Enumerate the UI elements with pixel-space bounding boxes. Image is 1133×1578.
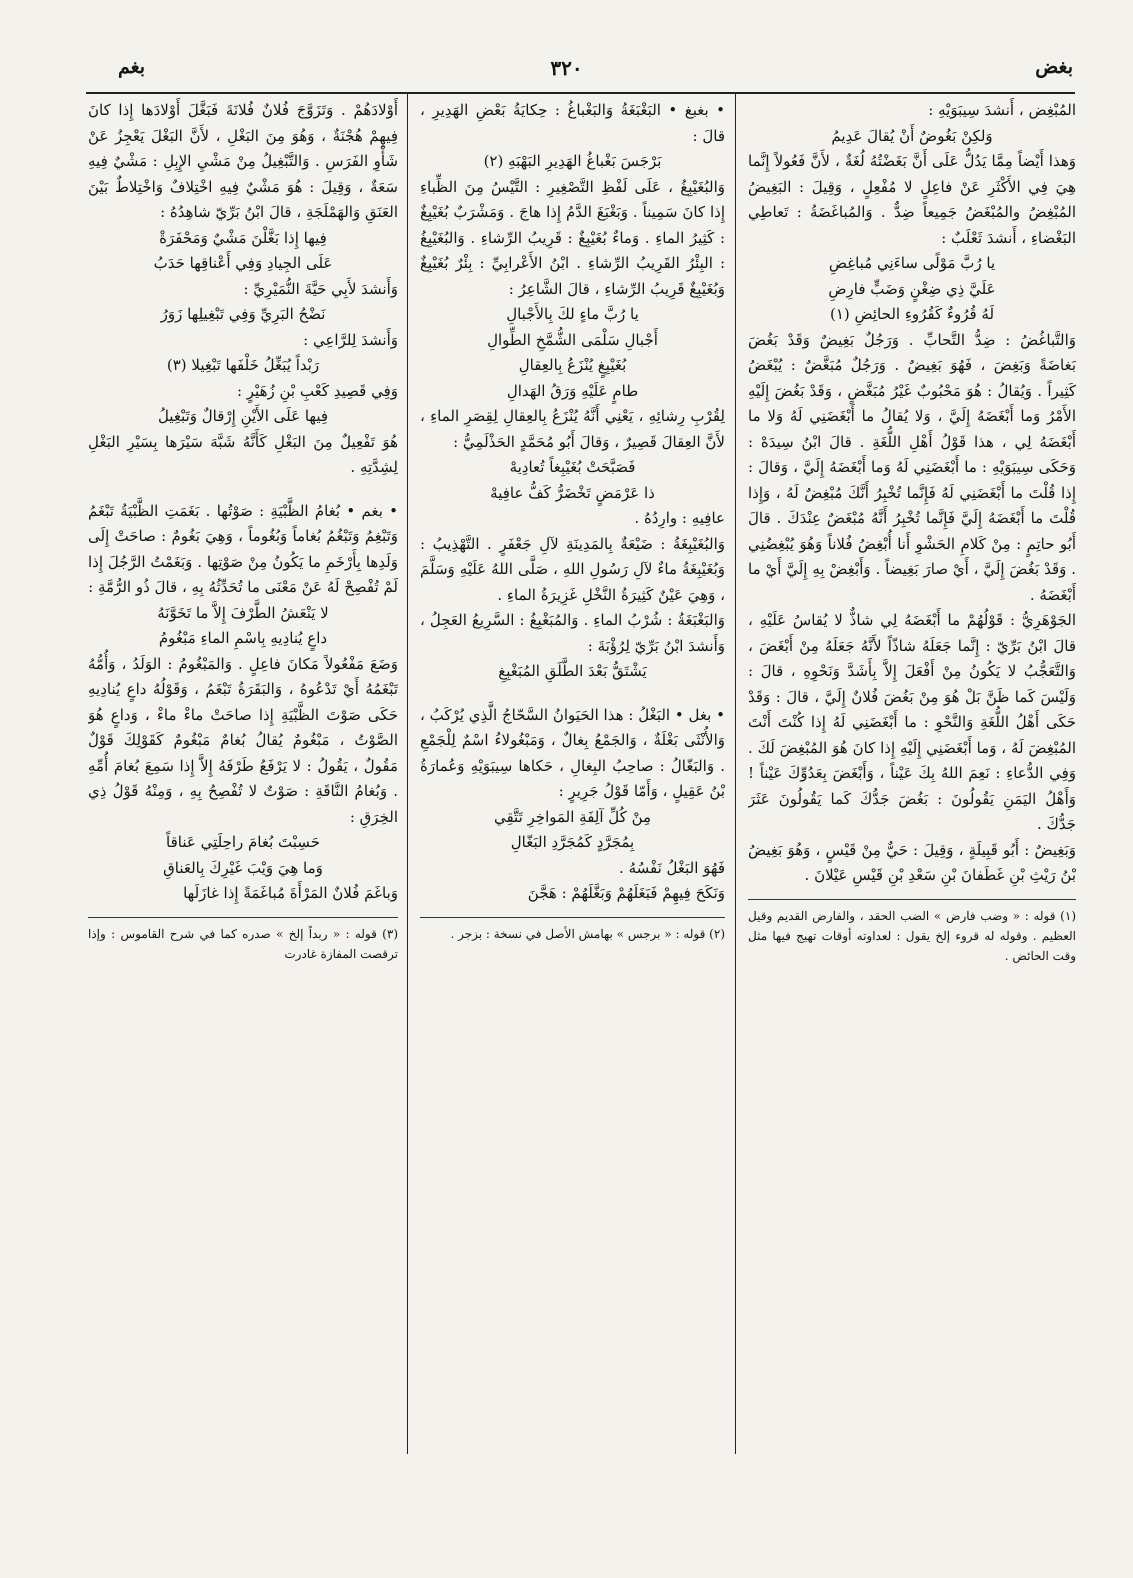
guide-word-left: بغم xyxy=(118,56,146,78)
verse-line: فِيها عَلَى الأَيْنِ إِرْقالٌ وَتَبْغِيلُ xyxy=(157,407,329,425)
header-rule xyxy=(86,92,1075,94)
verse-line: بِمُجَرَّدٍ كَمُجَرَّدِ البَغّالِ xyxy=(510,833,635,851)
verse-line: لا يَنْعَشُ الطَّرْفَ إِلاَّ ما تَخَوَّنَهُ xyxy=(157,603,329,622)
verse-line: بَرْجَسَ بَغْباغُ الهَدِيرِ البَهْبَهِ (٢) xyxy=(483,152,662,170)
verse-line: حَسِبْتَ بُغامَ راحِلَتِي عَناقاً xyxy=(166,833,320,851)
entry-gap xyxy=(420,685,725,703)
footnote: (٢) قوله : « برجس » بهامش الأصل في نسخة : بزجر . xyxy=(450,926,725,941)
page-number: ٣٢٠ xyxy=(550,56,583,80)
column-left xyxy=(88,98,398,1448)
paragraph: وَأَنشدَ لِلرَّاعِي : xyxy=(303,330,398,349)
paragraph: • بغبغ • البَغْبَغَةُ وَالبَغْباغُ : حِكايَةُ بَعْضِ الهَدِيرِ ، قالَ : xyxy=(420,101,725,145)
paragraph: المُبْغِض ، أَنشدَ سِيبَوَيْهِ : xyxy=(928,101,1076,119)
verse-line: فَصَبَّحَتْ بُغَيْبِغاً تُعادِيهْ xyxy=(509,458,636,476)
paragraph: • بغم • بُغامُ الظَّبْيَةِ : صَوْتُها . بَغَمَتِ الظَّبْيَةُ تَبْغَمُ وَتَبْغِمُ وَتَبْغُمُ بُغاماً وَبُغُوماً ، وَهِيَ بَغُومٌ : صاحَتْ إِلَى وَلَدِها بِأَرْخَمِ ما يَكُونُ مِنْ صَوْتِها . وَبَغَمْتُ الرَّجُلَ إِذا لَمْ تُفْصِحْ لَهُ عَنْ مَعْنَى ما تُحَدِّثُهُ بِهِ ، قالَ ذُو الرُّمَّةِ : xyxy=(88,501,398,596)
paragraph: الجَوْهَرِيُّ : قَوْلُهُمْ ما أَبْغَضَهُ لِي شاذٌّ لا يُقاسُ عَلَيْهِ ، قالَ ابْنُ بَرِّيّ : إِنَّما جَعَلَهُ شاذّاً لأَنَّهُ جَعَلَهُ مِنْ أَبْغَضَ ، وَالتَّعَجُّبُ لا يَكُونُ مِنْ أَفْعَلَ إِلاَّ بِأَشَدَّ وَنَحْوِهِ ، قالَ : وَلَيْسَ كَما ظَنَّ بَلْ هُوَ مِنْ بَغُضَ فُلانٌ إِلَيَّ ، قالَ : وَقَدْ حَكَى أَهْلُ اللُّغَةِ وَالنَّحْوِ : ما أَبْغَضَنِي لَهُ إِذا كُنْتَ أَنْتَ المُبْغِضَ لَهُ ، وَما أَبْغَضَنِي إِلَيْهِ إِذا كانَ هُوَ المُبْغِضَ لَكَ . وَفِي الدُّعاءِ : نَعِمَ اللهُ بِكَ عَيْناً ، وَأَبْغَضَ بِعَدُوِّكَ عَيْناً ! وَأَهْلُ اليَمَنِ يَقُولُونَ : بَغُضَ جَدُّكَ كَما يَقُولُونَ عَثَرَ جَدُّكَ . xyxy=(748,611,1076,833)
footnote-rule xyxy=(748,899,1076,900)
paragraph: وَفِي قَصِيدِ كَعْبِ بْنِ زُهَيْرٍ : xyxy=(236,381,398,400)
column-middle xyxy=(420,98,725,1448)
paragraph: • بغل • البَغْلُ : هذا الحَيَوانُ السَّحّاجُ الَّذِي يُرْكَبُ ، وَالأُنْثَى بَغْلَةٌ ، وَالجَمْعُ بِغالٌ ، وَمَبْغُولاءُ اسْمٌ لِلْجَمْعِ . وَالبَغّالُ : صاحِبُ البِغالِ ، حَكاها سِيبَوَيْهِ وَعُمارَةُ بْنُ عَقِيلٍ ، وَأَمّا قَوْلُ جَرِيرٍ : xyxy=(420,705,725,800)
footnote-rule xyxy=(420,917,725,918)
paragraph: وَباغَمَ فُلانٌ المَرْأَةَ مُباغَمَةً إِذا غازَلَها xyxy=(183,884,398,902)
entry-gap xyxy=(88,481,398,499)
verse-line: أَجْبالِ سَلْمَى الشُّمَّخِ الطِّوالِ xyxy=(487,330,658,349)
verse-line: طامٍ عَلَيْهِ وَرَقُ الهَدالِ xyxy=(506,381,639,400)
paragraph: وَهذا أَيْضاً مِمَّا يَدُلُّ عَلَى أَنَّ بَغَضْتُهُ لُغَةٌ ، لأَنَّ فَعُولاً إِنَّما هِيَ فِي الأَكْثَرِ عَنْ فاعِلٍ لا مُفْعِلٍ ، وَقِيلَ : البَغِيضُ المُبْغِضُ والمُبْغَضُ جَمِيعاً ضِدٌّ . وَالمُباغَضَةُ : تَعاطِي البَغْضاءِ ، أَنشدَ ثَعْلَبٌ : xyxy=(748,152,1076,247)
column-right xyxy=(748,98,1076,1448)
footnote-rule xyxy=(88,917,398,918)
verse-line: وَما هِيَ وَيْبَ غَيْرِكَ بِالعَناقِ xyxy=(163,858,323,877)
verse-line: عَلَى الجِيادِ وَفِي أَعْناقِها حَدَبُ xyxy=(153,254,333,272)
verse-line: ذا عَرْمَضٍ تَخْضَرُّ كَفُّ عافِيهْ xyxy=(490,483,655,502)
verse-line: وَلكِنْ بَغُوضٌ أَنْ يُقالَ عَدِيمُ xyxy=(831,126,993,145)
column-divider xyxy=(407,94,408,1454)
verse-line: عَلَيَّ ذِي ضِغْنٍ وَضَبٍّ فارِضِ xyxy=(828,279,996,298)
verse-line: يا رُبَّ مَوْلًى ساءَنِي مُباغِضِ xyxy=(828,254,996,272)
guide-word-right: بغض xyxy=(1035,56,1073,78)
paragraph: وَالتَّباغُضُ : ضِدُّ التَّحابِّ . وَرَجُلٌ بَغِيضٌ وَقَدْ بَغُضَ بَغاضَةً وَبَغِضَ ، فَهُوَ بَغِيضٌ . وَرَجُلٌ مُبَغَّضٌ : يُبْغَضُ كَثِيراً . وَيُقالُ : هُوَ مَحْبُوبٌ غَيْرُ مُبَغَّضٍ ، وَقَدْ بَغُضَ إِلَيْهِ الأَمْرُ وَما أَبْغَضَهُ إِلَيَّ ، وَلا يُقالُ ما أَبْغَضَنِي لَهُ وَلا ما أَبْغَضَهُ لِي ، هذا قَوْلُ أَهْلِ اللُّغَةِ . قالَ ابْنُ سِيدَهْ : وَحَكَى سِيبَوَيْهِ : ما أَبْغَضَنِي لَهُ وَما أَبْغَضَهُ إِلَيَّ ، وَقالَ : إِذا قُلْتَ ما أَبْغَضَنِي لَهُ فَإِنَّما تُخْبِرُ أَنَّكَ مُبْغِضٌ لَهُ ، وَإِذا قُلْتَ ما أَبْغَضَهُ إِلَيَّ فَإِنَّما تُخْبِرُ أَنَّهُ مُبْغَضٌ عِنْدَكَ . قالَ أَبُو حاتِمٍ : مِنْ كَلامِ الحَشْوِ أَنا أُبْغِضُ فُلاناً وَهُوَ يُبْغِضُنِي . وَقَدْ بَغُضَ إِلَيَّ ، أَيْ صارَ بَغِيضاً . وَأَبْغِضْ بِهِ إِلَيَّ أَيْ ما أَبْغَضَهُ . xyxy=(748,330,1076,604)
paragraph: فَهُوَ البَغْلُ نَفْسُهُ . xyxy=(619,858,725,877)
paragraph: وَنَكَحَ فِيهِمْ فَبَغَلَهُمْ وَبَغَّلَهُمْ : هَجَّنَ xyxy=(527,884,725,902)
paragraph: أَوْلادَهُمْ . وَتَزَوَّجَ فُلانٌ فُلانَةَ فَبَغَّلَ أَوْلادَها إِذا كانَ فِيهِمْ هُجْنَةٌ ، وَهُوَ مِنَ البَغْلِ ، لأَنَّ البَغْلَ يَعْجِزُ عَنْ شَأْوِ الفَرَسِ . وَالتَّبْغِيلُ مِنْ مَشْيِ الإِبِلِ : مَشْيٌ فِيهِ سَعَةٌ ، وَقِيلَ : هُوَ مَشْيٌ فِيهِ اخْتِلافٌ وَاخْتِلاطٌ بَيْنَ العَنَقِ وَالهَمْلَجَةِ ، قالَ ابْنُ بَرِّيّ شاهِدُهُ : xyxy=(88,101,398,221)
verse-line: مِنْ كُلِّ آلِفَةِ المَواخِرِ تَتَّقِي xyxy=(493,807,652,826)
paragraph: عافِيهِ : وارِدُهُ . xyxy=(634,509,725,527)
paragraph: وَالبُغَيْبِغَةُ : ضَيْعَةٌ بِالمَدِينَةِ لآلِ جَعْفَرٍ . التَّهْذِيبُ : وَبُغَيْبِغَةُ ماءٌ لآلِ رَسُولِ اللهِ ، صَلَّى اللهُ عَلَيْهِ وَسَلَّمَ ، وَهِيَ عَيْنٌ كَثِيرَةُ النَّخْلِ غَزِيرَةُ الماءِ . xyxy=(420,534,725,604)
verse-line: يا رُبَّ ماءٍ لكَ بِالأَجْبالِ xyxy=(506,305,639,323)
verse-line: يَشْتَقُّ بَعْدَ الطَّلَقِ المُبَغْبِغِ xyxy=(498,662,647,680)
verse-line: لَهُ قُرُوءٌ كَقُرُوءِ الحائِضِ (١) xyxy=(829,305,995,323)
paragraph: وَأَنشدَ لأَبِي حَيَّةَ النُّمَيْرِيِّ : xyxy=(243,279,398,298)
footnote: (٣) قوله : « ربداً إلخ » صدره كما في شرح القاموس : وإذا ترقصت المفازة غادرت xyxy=(88,926,398,961)
verse-line: رَبْداً يُبَغِّلُ خَلْفَها تَبْغِيلا (٣) xyxy=(166,356,320,374)
paragraph: وَضَعَ مَفْعُولاً مَكانَ فاعِلٍ . وَالمَبْغُومُ : الوَلَدُ ، وَأُمُّهُ تَبْغَمُهُ أَيْ تَدْعُوهُ ، وَالبَقَرَةُ تَبْغَمُ ، وَقَوْلُهُ داعٍ يُنادِيهِ حَكَى صَوْتَ الظَّبْيَةِ إِذا صاحَتْ ماءْ ماءْ ، وَداعٍ هُوَ الصَّوْتُ ، مَبْغُومٌ يُقالُ بُغامٌ مَبْغُومٌ كَقَوْلِكَ قَوْلٌ مَقُولٌ ، يَقُولُ : لا يَرْفَعُ طَرْفَهُ إِلاَّ إِذا سَمِعَ بُغامَ أُمِّهِ . وَبُغامُ النَّاقَةِ : صَوْتٌ لا تُفْصِحُ بِهِ ، وَمِنْهُ قَوْلُ ذِي الخِرَقِ : xyxy=(88,654,398,826)
verse-line: فِيها إِذا بَغَّلْنَ مَشْيٌ وَمَحْفَرَةْ xyxy=(159,228,327,247)
paragraph: هُوَ تَفْعِيلٌ مِنَ البَغْلِ كَأَنَّهُ شَبَّهَ سَيْرَها بِسَيْرِ البَغْلِ لِشِدَّتِهِ . xyxy=(88,432,398,476)
paragraph: وَبَغِيضٌ : أَبُو قَبِيلَةٍ ، وَقِيلَ : حَيٌّ مِنْ قَيْسٍ ، وَهُوَ بَغِيضُ بْنُ رَيْثِ بْنِ غَطَفانَ بْنِ سَعْدِ بْنِ قَيْسِ عَيْلانَ . xyxy=(748,840,1076,884)
verse-line: داعٍ يُنادِيهِ بِاسْمِ الماءِ مَبْغُومُ xyxy=(158,629,328,647)
paragraph: لِقُرْبِ رِشائِهِ ، يَعْنِي أَنَّهُ يُنْزَعُ بِالعِقالِ لِقِصَرِ الماءِ ، لأَنَّ العِقالَ قَصِيرٌ ، وَقالَ أَبُو مُحَمَّدٍ الحَذْلَمِيُّ : xyxy=(420,407,725,451)
paragraph: وَالبُغَيْبِغُ ، عَلَى لَفْظِ التَّصْغِيرِ : التَّيْسُ مِنَ الظِّباءِ إِذا كانَ سَمِيناً . وَبَغْبَغَ الدَّمُ إِذا هاجَ . وَمَشْرَبٌ بُغَيْبِغٌ : كَثِيرُ الماءِ . وَماءٌ بُغَيْبِغٌ : قَرِيبُ الرِّشاءِ . وَالبُغَيْبِغُ : البِئْرُ القَرِيبُ الرِّشاءِ . ابْنُ الأَعْرابِيِّ : بِئْرٌ بُغَيْبِغٌ وَبُغَيْبِغٌ قَرِيبُ الرِّشاءِ ، قالَ الشَّاعِرُ : xyxy=(420,177,725,298)
verse-line: نَضْحُ البَرِيِّ وَفِي تَبْغِيلِها زَوَرُ xyxy=(160,305,326,323)
footnote: (١) قوله : « وضب فارض » الضب الحقد ، والفارض القديم وقيل العظيم . وقوله له قروء إلخ يقول : لعداوته أوقات تهيج فيها مثل وقت الحائض . xyxy=(748,908,1076,963)
verse-line: بُغَيْبِغٍ يُنْزَعُ بِالعِقالِ xyxy=(518,356,627,374)
paragraph: وَالبَغْبَغَةُ : شُرْبُ الماءِ . وَالمُبَغْبِغُ : السَّرِيعُ العَجِلُ ، وَأَنشدَ ابْنُ بَرِّيّ لِرُؤْبَةَ : xyxy=(420,611,725,655)
column-divider xyxy=(735,94,736,1454)
